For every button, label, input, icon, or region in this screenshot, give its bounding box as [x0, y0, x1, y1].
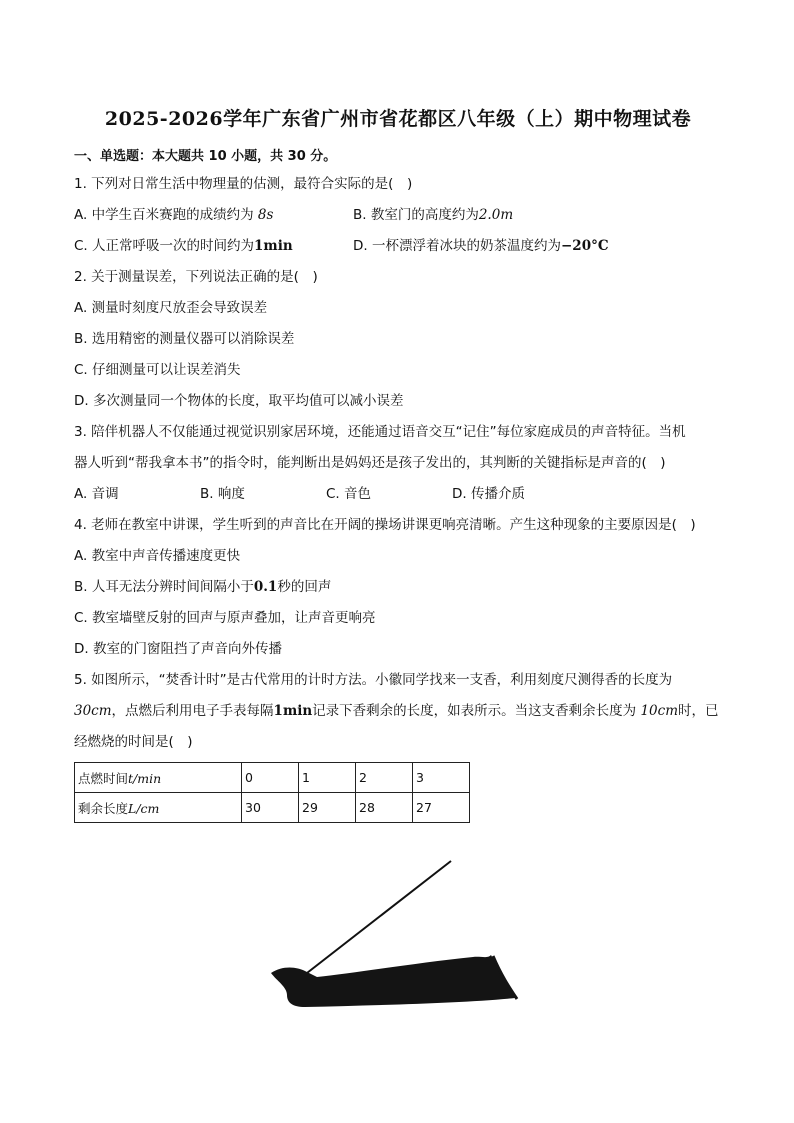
table-cell: 27 [413, 793, 470, 823]
table-row-header: 点燃时间t/min [75, 763, 242, 793]
table-cell: 30 [242, 793, 299, 823]
question-5 [74, 665, 722, 823]
option-d: D. 一杯漂浮着冰块的奶茶温度约为−20°C [353, 238, 609, 254]
question-stem-line-2: 30cm，点燃后利用电子手表每隔1min记录下香剩余的长度，如表所示。当这支香剩余长度为 10cm时，已 [74, 703, 719, 719]
question-2 [74, 262, 722, 417]
page-title: 2025-2026学年广东省广州市省花都区八年级（上）期中物理试卷 [104, 108, 692, 130]
option-c: C. 仔细测量可以让误差消失 [74, 362, 241, 378]
data-table [74, 762, 470, 823]
option-b: B. 人耳无法分辨时间间隔小于0.1秒的回声 [74, 579, 332, 595]
question-stem-line-1: 5. 如图所示，“焚香计时”是古代常用的计时方法。小徽同学找来一支香，利用刻度尺测得香的长度为 [74, 672, 673, 688]
question-stem: 2. 关于测量误差，下列说法正确的是( ) [74, 269, 318, 285]
option-a: A. 音调 [74, 486, 119, 502]
table-row [75, 763, 470, 793]
table-cell: 1 [299, 763, 356, 793]
question-1 [74, 169, 722, 262]
option-a: A. 教室中声音传播速度更快 [74, 548, 241, 564]
incense-burner-icon [265, 855, 525, 1015]
option-c: C. 教室墙壁反射的回声与原声叠加，让声音更响亮 [74, 610, 376, 626]
question-stem: 1. 下列对日常生活中物理量的估测，最符合实际的是( ) [74, 176, 413, 192]
option-a: A. 中学生百米赛跑的成绩约为 8s [74, 207, 274, 223]
incense-stick [307, 861, 451, 973]
question-stem: 4. 老师在教室中讲课，学生听到的声音比在开阔的操场讲课更响亮清晰。产生这种现象的主要原因是( ) [74, 517, 696, 533]
incense-holder [271, 955, 515, 1007]
question-stem-line-3: 经燃烧的时间是( ) [74, 734, 193, 750]
option-c: C. 音色 [326, 486, 372, 502]
table-cell: 28 [356, 793, 413, 823]
incense-burner-figure [265, 855, 525, 1015]
options-row [74, 200, 722, 231]
question-4 [74, 510, 722, 665]
options-row [74, 231, 722, 262]
option-b: B. 选用精密的测量仪器可以消除误差 [74, 331, 295, 347]
table-cell: 29 [299, 793, 356, 823]
section-heading: 一、单选题：本大题共 10 小题，共 30 分。 [74, 149, 337, 164]
options-row [74, 479, 722, 510]
table-cell: 3 [413, 763, 470, 793]
question-3 [74, 417, 722, 510]
option-b: B. 响度 [200, 486, 245, 502]
option-a: A. 测量时刻度尺放歪会导致误差 [74, 300, 268, 316]
table-row-header: 剩余长度L/cm [75, 793, 242, 823]
question-stem-line-2: 器人听到“帮我拿本书”的指令时，能判断出是妈妈还是孩子发出的，其判断的关键指标是声音的( ) [74, 455, 666, 471]
table-cell: 0 [242, 763, 299, 793]
option-d: D. 多次测量同一个物体的长度，取平均值可以减小误差 [74, 393, 404, 409]
option-d: D. 传播介质 [452, 486, 525, 502]
table-row [75, 793, 470, 823]
option-b: B. 教室门的高度约为2.0m [353, 207, 514, 223]
question-stem-line-1: 3. 陪伴机器人不仅能通过视觉识别家居环境，还能通过语音交互“记住”每位家庭成员的声音特征。当机 [74, 424, 686, 440]
option-d: D. 教室的门窗阻挡了声音向外传播 [74, 641, 282, 657]
table-cell: 2 [356, 763, 413, 793]
option-c: C. 人正常呼吸一次的时间约为1min [74, 238, 293, 254]
